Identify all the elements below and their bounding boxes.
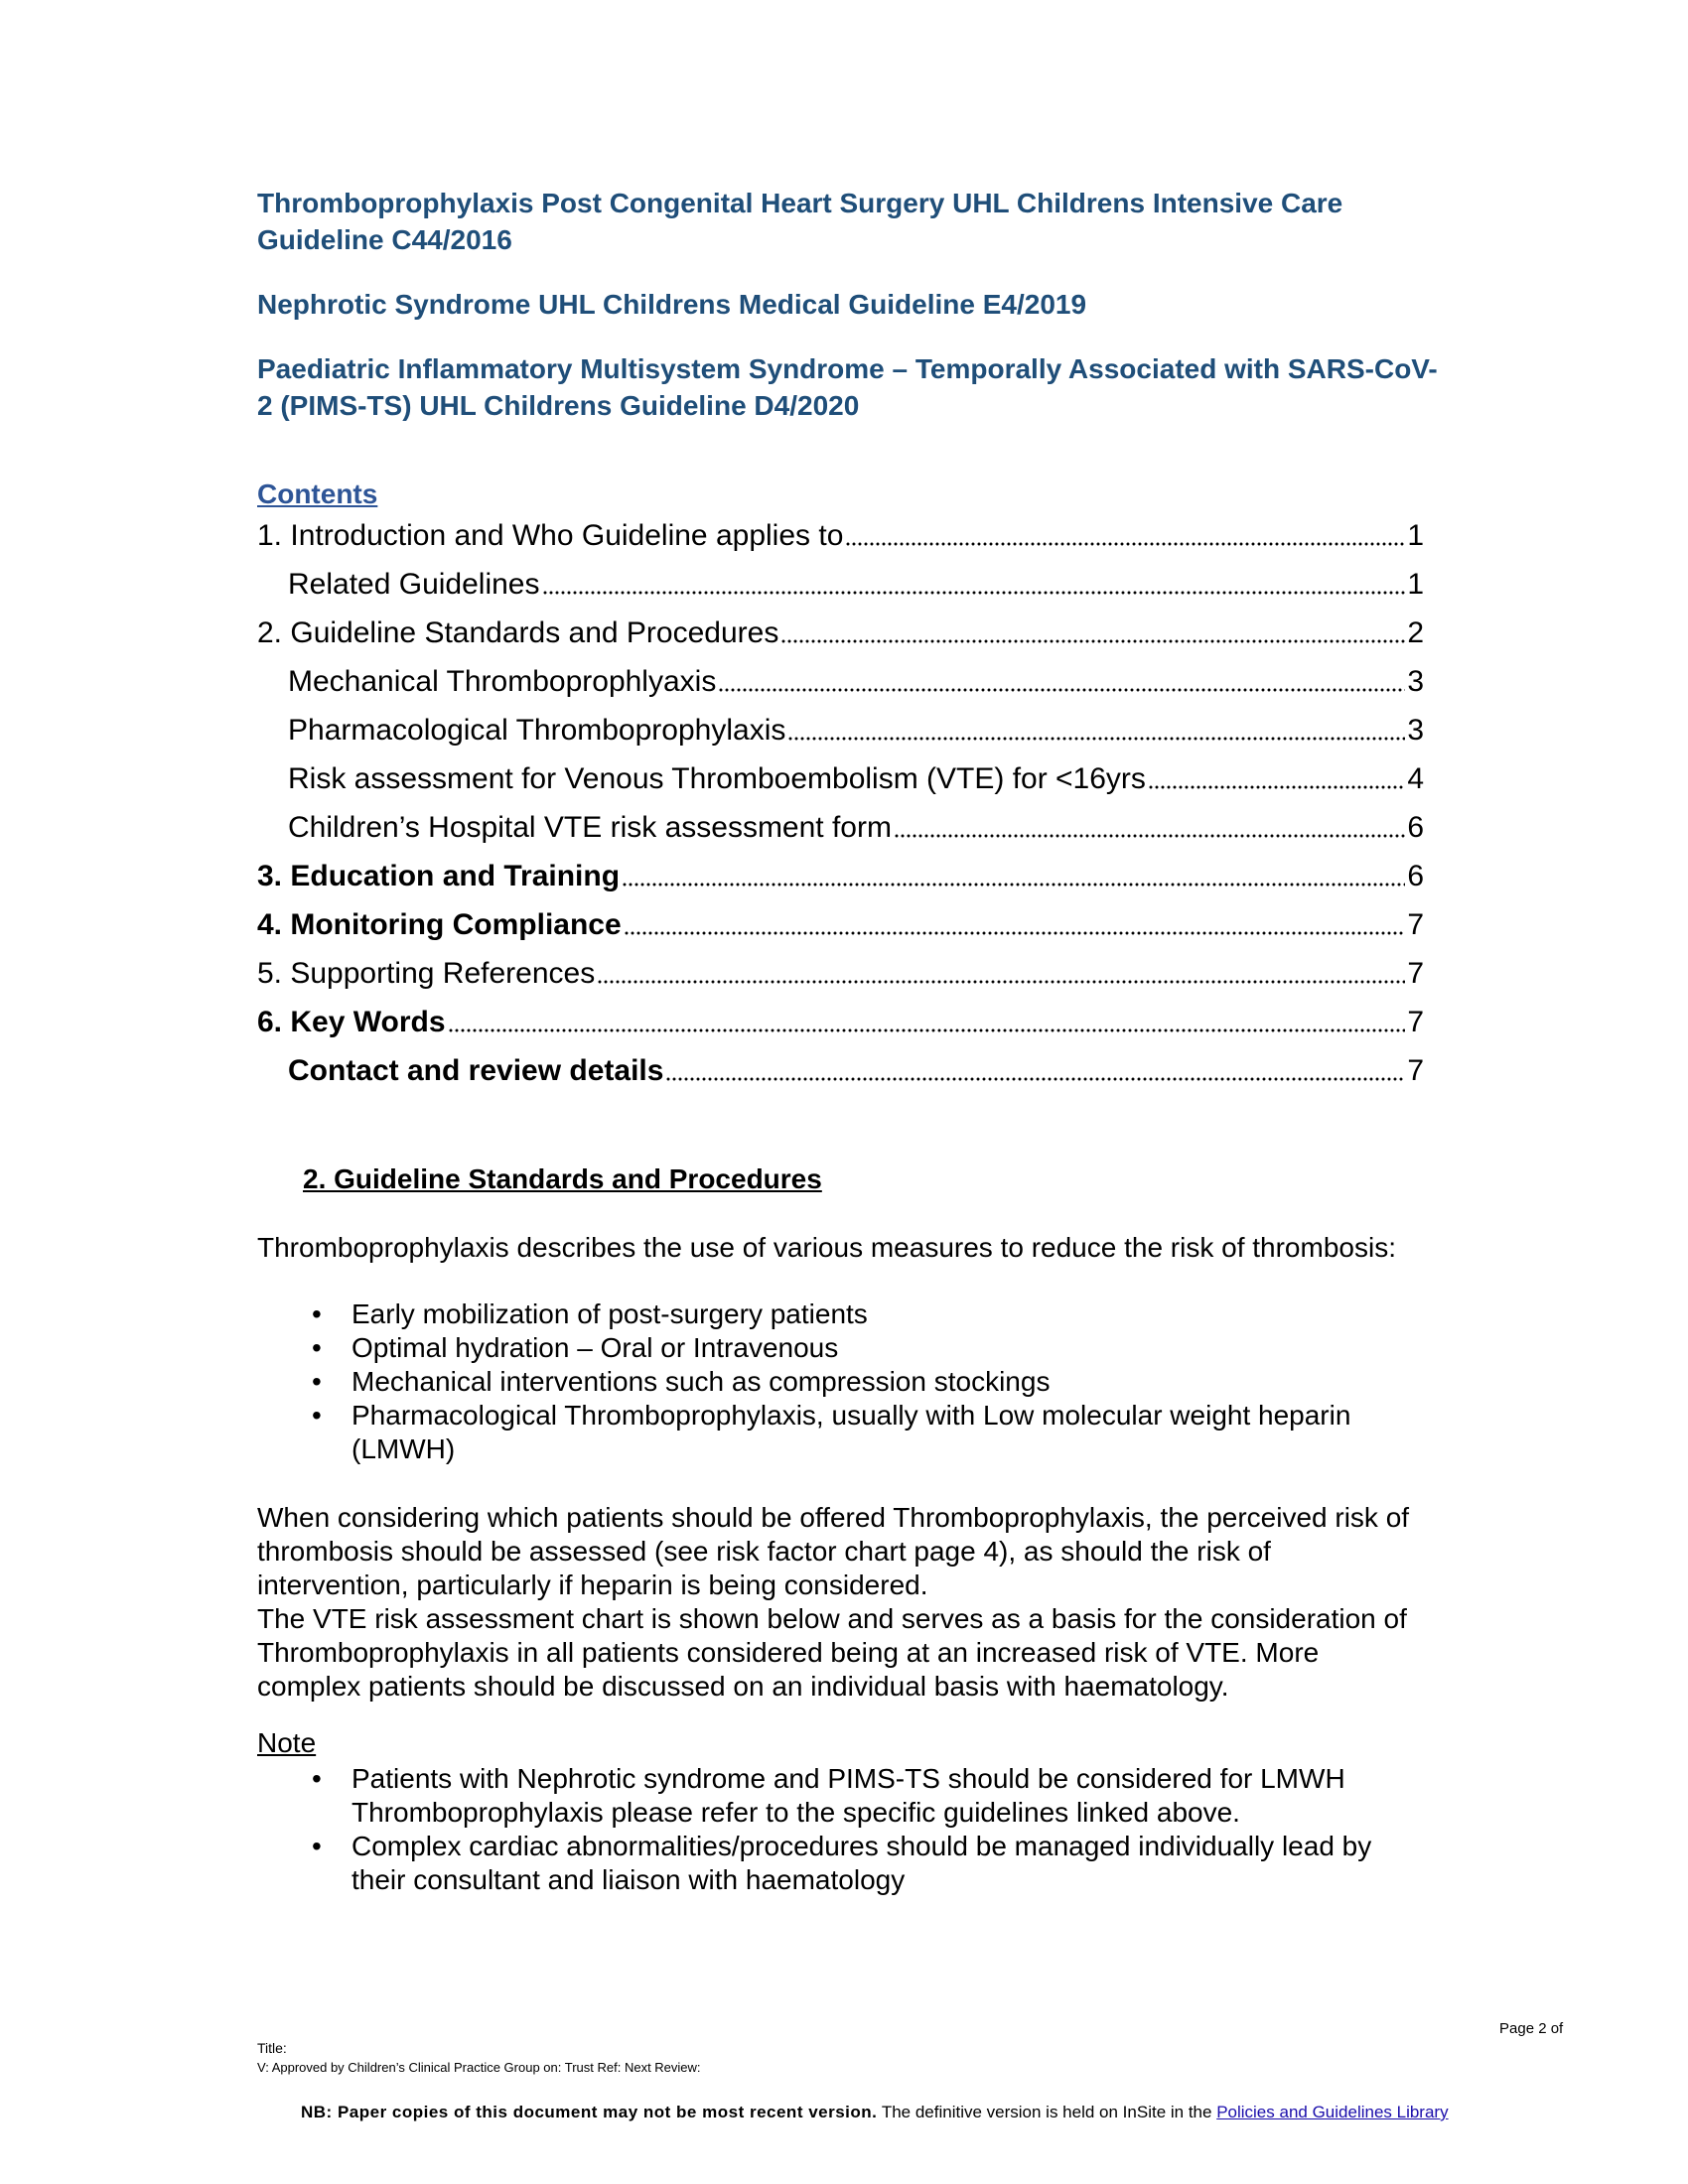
note-label: Note — [257, 1727, 317, 1758]
toc-leader-dots — [845, 542, 1405, 546]
toc-page-number: 1 — [1407, 568, 1424, 601]
toc-entry-contact[interactable] — [288, 1049, 1424, 1089]
toc-leader-dots — [718, 688, 1405, 692]
list-item: • Complex cardiac abnormalities/procedures should be managed individually lead by their consultant and liaison with haematology — [257, 1830, 1429, 1897]
measures-list — [257, 1297, 1429, 1466]
toc-page-number: 2 — [1407, 616, 1424, 649]
toc-leader-dots — [894, 834, 1405, 838]
toc-label: Related Guidelines — [288, 568, 540, 601]
toc-leader-dots — [622, 883, 1405, 887]
toc-page-number: 4 — [1407, 762, 1424, 795]
contents-title[interactable]: Contents — [257, 478, 378, 509]
toc-entry-education[interactable] — [257, 855, 1424, 894]
toc-entry-risk-assessment[interactable] — [288, 757, 1424, 797]
footer-meta: V: Approved by Children’s Clinical Practice Group on: Trust Ref: Next Review: — [257, 2060, 701, 2075]
toc-page-number: 3 — [1407, 714, 1424, 747]
paragraph-vte-chart: The VTE risk assessment chart is shown below and serves as a basis for the consideration of Thromboprophylaxis in all patients considered being at an increased risk of VTE. More complex patients should be discussed on an individual basis with haematology. — [257, 1603, 1407, 1702]
toc-leader-dots — [448, 1028, 1406, 1032]
list-item: • Patients with Nephrotic syndrome and PIMS-TS should be considered for LMWH Thromboprophylaxis please refer to the specific guidelines linked above. — [257, 1762, 1429, 1830]
toc-leader-dots — [597, 980, 1405, 984]
note-list — [257, 1762, 1429, 1897]
toc-label: 5. Supporting References — [257, 957, 596, 990]
toc-label: 4. Monitoring Compliance — [257, 908, 622, 941]
toc-leader-dots — [665, 1077, 1405, 1081]
footer-notice — [301, 2103, 1449, 2122]
toc-page-number: 7 — [1407, 1054, 1424, 1087]
toc-entry-key-words[interactable] — [257, 1001, 1424, 1040]
toc-label: 2. Guideline Standards and Procedures — [257, 616, 779, 649]
list-item: • Mechanical interventions such as compression stockings — [257, 1365, 1429, 1399]
list-item: • Optimal hydration – Oral or Intravenous — [257, 1331, 1429, 1365]
toc-entry-references[interactable] — [257, 952, 1424, 992]
footer-notice-bold: NB: Paper copies of this document may not be most recent version. — [301, 2103, 878, 2121]
toc-label: Risk assessment for Venous Thromboembolism (VTE) for <16yrs — [288, 762, 1146, 795]
toc-entry-risk-form[interactable] — [288, 806, 1424, 846]
toc-label: 1. Introduction and Who Guideline applies to — [257, 519, 844, 552]
toc-page-number: 6 — [1407, 860, 1424, 892]
toc-leader-dots — [624, 931, 1406, 935]
footer-page-number: Page 2 of — [1499, 2020, 1564, 2037]
toc-label: 6. Key Words — [257, 1006, 446, 1038]
toc-entry-guideline-standards[interactable] — [257, 612, 1424, 651]
toc-page-number: 7 — [1407, 957, 1424, 990]
toc-leader-dots — [787, 737, 1405, 741]
toc-leader-dots — [780, 639, 1405, 643]
toc-entry-pharmacological[interactable] — [288, 709, 1424, 749]
section-heading: 2. Guideline Standards and Procedures — [303, 1163, 822, 1194]
toc-entry-monitoring[interactable] — [257, 903, 1424, 943]
related-guideline-link-1[interactable]: Thromboprophylaxis Post Congenital Heart Surgery UHL Childrens Intensive Care Guideline C44/2016 — [257, 188, 1343, 255]
toc-page-number: 1 — [1407, 519, 1424, 552]
toc-label: Children’s Hospital VTE risk assessment form — [288, 811, 892, 844]
footer-title: Title: — [257, 2040, 287, 2056]
toc-label: 3. Education and Training — [257, 860, 621, 892]
toc-page-number: 7 — [1407, 908, 1424, 941]
toc-entry-mechanical[interactable] — [288, 660, 1424, 700]
list-item: • Early mobilization of post-surgery patients — [257, 1297, 1429, 1331]
toc-label: Mechanical Thromboprophlyaxis — [288, 665, 717, 698]
paragraph-risk: When considering which patients should be offered Thromboprophylaxis, the perceived risk of thrombosis should be assessed (see risk factor chart page 4), as should the risk of intervention, particularly if heparin is being considered. — [257, 1502, 1410, 1600]
toc-entry-related-guidelines[interactable] — [288, 563, 1424, 603]
list-item: • Pharmacological Thromboprophylaxis, usually with Low molecular weight heparin (LMWH) — [257, 1399, 1429, 1466]
toc-entry-introduction[interactable] — [257, 514, 1424, 554]
policies-library-link[interactable]: Policies and Guidelines Library — [1216, 2103, 1449, 2121]
toc-leader-dots — [542, 591, 1406, 595]
toc-page-number: 6 — [1407, 811, 1424, 844]
related-guideline-link-2[interactable]: Nephrotic Syndrome UHL Childrens Medical Guideline E4/2019 — [257, 289, 1087, 320]
footer-notice-text: The definitive version is held on InSite in the — [877, 2103, 1217, 2121]
section-intro: Thromboprophylaxis describes the use of various measures to reduce the risk of thrombosis: — [257, 1232, 1396, 1263]
toc-leader-dots — [1148, 785, 1405, 789]
toc-page-number: 7 — [1407, 1006, 1424, 1038]
toc-label: Contact and review details — [288, 1054, 664, 1087]
toc-page-number: 3 — [1407, 665, 1424, 698]
toc-label: Pharmacological Thromboprophylaxis — [288, 714, 786, 747]
related-guideline-link-3[interactable]: Paediatric Inflammatory Multisystem Syndrome – Temporally Associated with SARS-CoV-2 (PIMS-TS) UHL Childrens Guideline D4/2020 — [257, 353, 1438, 421]
